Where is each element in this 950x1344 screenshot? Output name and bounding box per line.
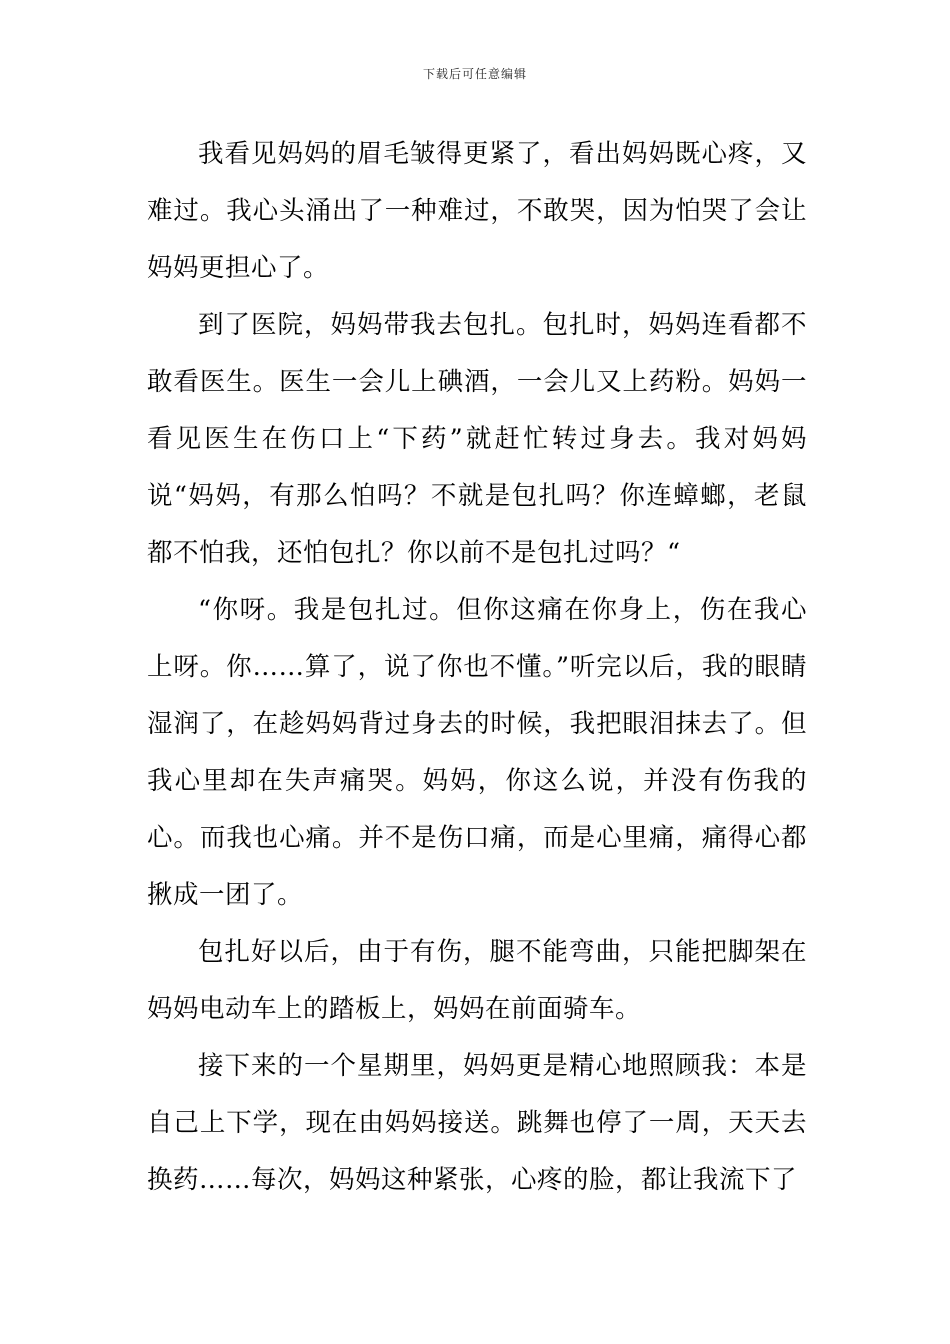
- paragraph-2: 到了医院，妈妈带我去包扎。包扎时，妈妈连看都不敢看医生。医生一会儿上碘酒，一会儿又上药粉。妈妈一看见医生在伤口上“下药”就赶忙转过身去。我对妈妈说“妈妈，有那么怕吗？不就是包扎吗？你连蟑螂，老鼠都不怕我，还怕包扎？你以前不是包扎过吗？“: [147, 310, 807, 568]
- paragraph-4: 包扎好以后，由于有伤，腿不能弯曲，只能把脚架在妈妈电动车上的踏板上，妈妈在前面骑车。: [147, 937, 807, 1024]
- paragraph-5: 接下来的一个星期里，妈妈更是精心地照顾我：本是自己上下学，现在由妈妈接送。跳舞也停了一周，天天去换药……每次，妈妈这种紧张，心疼的脸，都让我流下了: [147, 1051, 807, 1195]
- header-note: 下载后可任意编辑: [422, 67, 527, 81]
- body-text: [147, 126, 807, 1209]
- paragraph-3: “你呀。我是包扎过。但你这痛在你身上，伤在我心上呀。你……算了，说了你也不懂。”听完以后，我的眼睛湿润了，在趁妈妈背过身去的时候，我把眼泪抹去了。但我心里却在失声痛哭。妈妈，你这么说，并没有伤我的心。而我也心痛。并不是伤口痛，而是心里痛，痛得心都揪成一团了。: [147, 595, 807, 910]
- paragraph-1: 我看见妈妈的眉毛皱得更紧了，看出妈妈既心疼，又难过。我心头涌出了一种难过，不敢哭，因为怕哭了会让妈妈更担心了。: [147, 139, 807, 283]
